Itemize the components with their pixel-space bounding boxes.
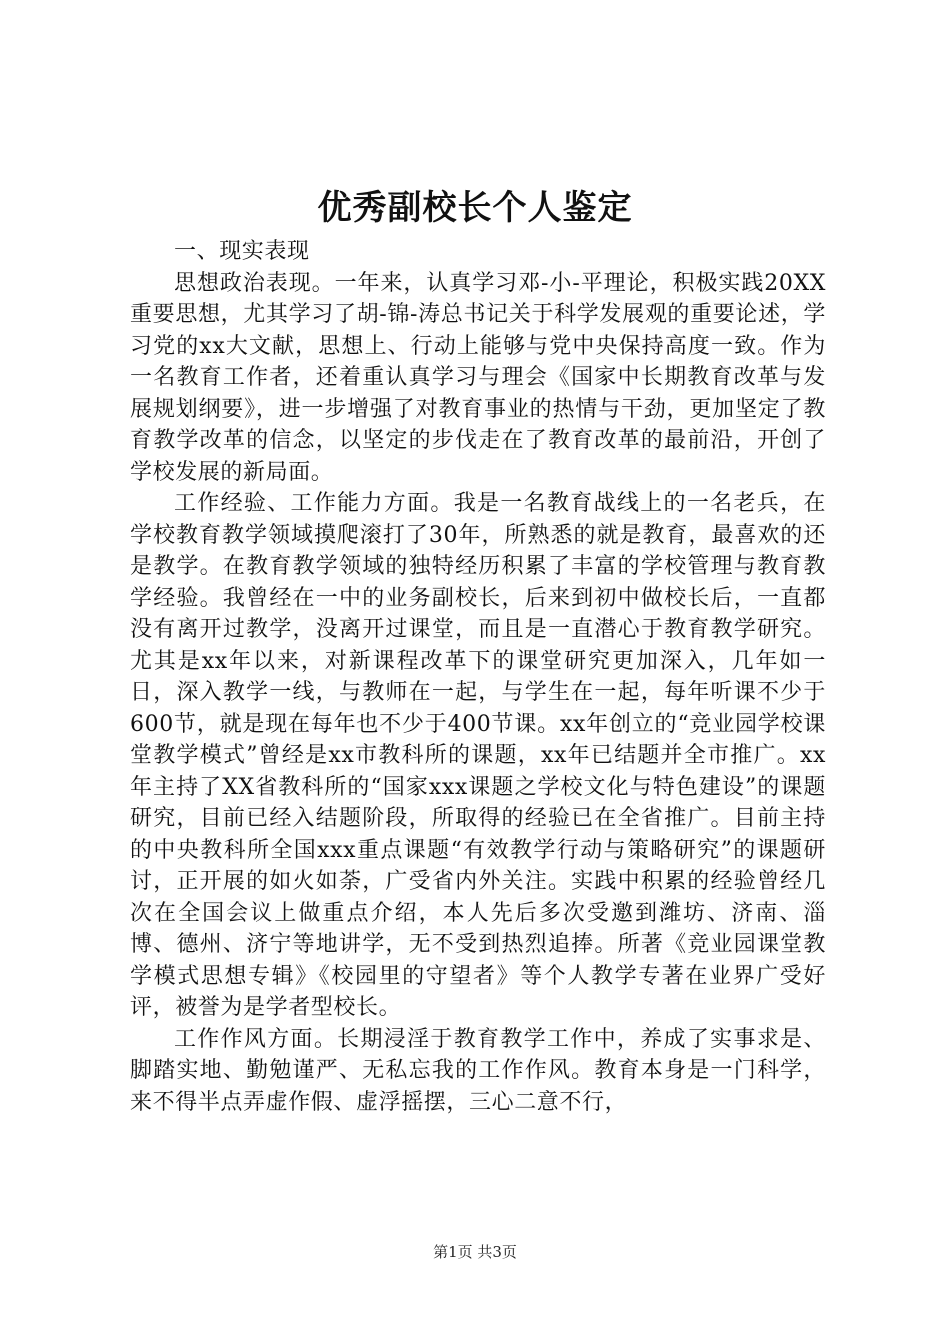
paragraph-experience: 工作经验、工作能力方面。我是一名教育战线上的一名老兵，在学校教育教学领域摸爬滚打了30年，所熟悉的就是教育，最喜欢的还是教学。在教育教学领域的独特经历积累了丰富的学校管理与教育教学经验。我曾经在一中的业务副校长，后来到初中做校长后，一直都没有离开过教学，没离开过课堂，而且是一直潜心于教育教学研究。尤其是xx年以来，对新课程改革下的课堂研究更加深入，几年如一日，深入教学一线，与教师在一起，与学生在一起，每年听课不少于600节，就是现在每年也不少于400节课。xx年创立的“竞业园学校课堂教学模式”曾经是xx市教科所的课题，xx年已结题并全市推广。xx年主持了XX省教科所的“国家xxx课题之学校文化与特色建设”的课题研究，目前已经入结题阶段，所取得的经验已在全省推广。目前主持的中央教科所全国xxx重点课题“有效教学行动与策略研究”的课题研讨，正开展的如火如荼，广受省内外关注。实践中积累的经验曾经几次在全国会议上做重点介绍，本人先后多次受邀到潍坊、济南、淄博、德州、济宁等地讲学，无不受到热烈追捧。所著《竞业园课堂教学模式思想专辑》《校园里的守望者》等个人教学专著在业界广受好评，被誉为是学者型校长。 — [130, 491, 826, 1020]
document-title: 优秀副校长个人鉴定 — [317, 188, 633, 228]
page-footer: 第1页 共3页 — [433, 1243, 517, 1261]
paragraph-political: 思想政治表现。一年来，认真学习邓-小-平理论，积极实践20XX重要思想，尤其学习了胡-锦-涛总书记关于科学发展观的重要论述，学习党的xx大文献，思想上、行动上能够与党中央保持高度一致。作为一名教育工作者，还着重认真学习与理会《国家中长期教育改革与发展规划纲要》，进一步增强了对教育事业的热情与干劲，更加坚定了教育教学改革的信念，以坚定的步伐走在了教育改革的最前沿，开创了学校发展的新局面。 — [130, 270, 826, 485]
section-heading: 一、现实表现 — [174, 239, 310, 264]
paragraph-work-style: 工作作风方面。长期浸淫于教育教学工作中，养成了实事求是、脚踏实地、勤勉谨严、无私忘我的工作作风。教育本身是一门科学，来不得半点弄虚作假、虚浮摇摆，三心二意不行， — [130, 1026, 826, 1115]
document-body — [130, 236, 826, 1118]
